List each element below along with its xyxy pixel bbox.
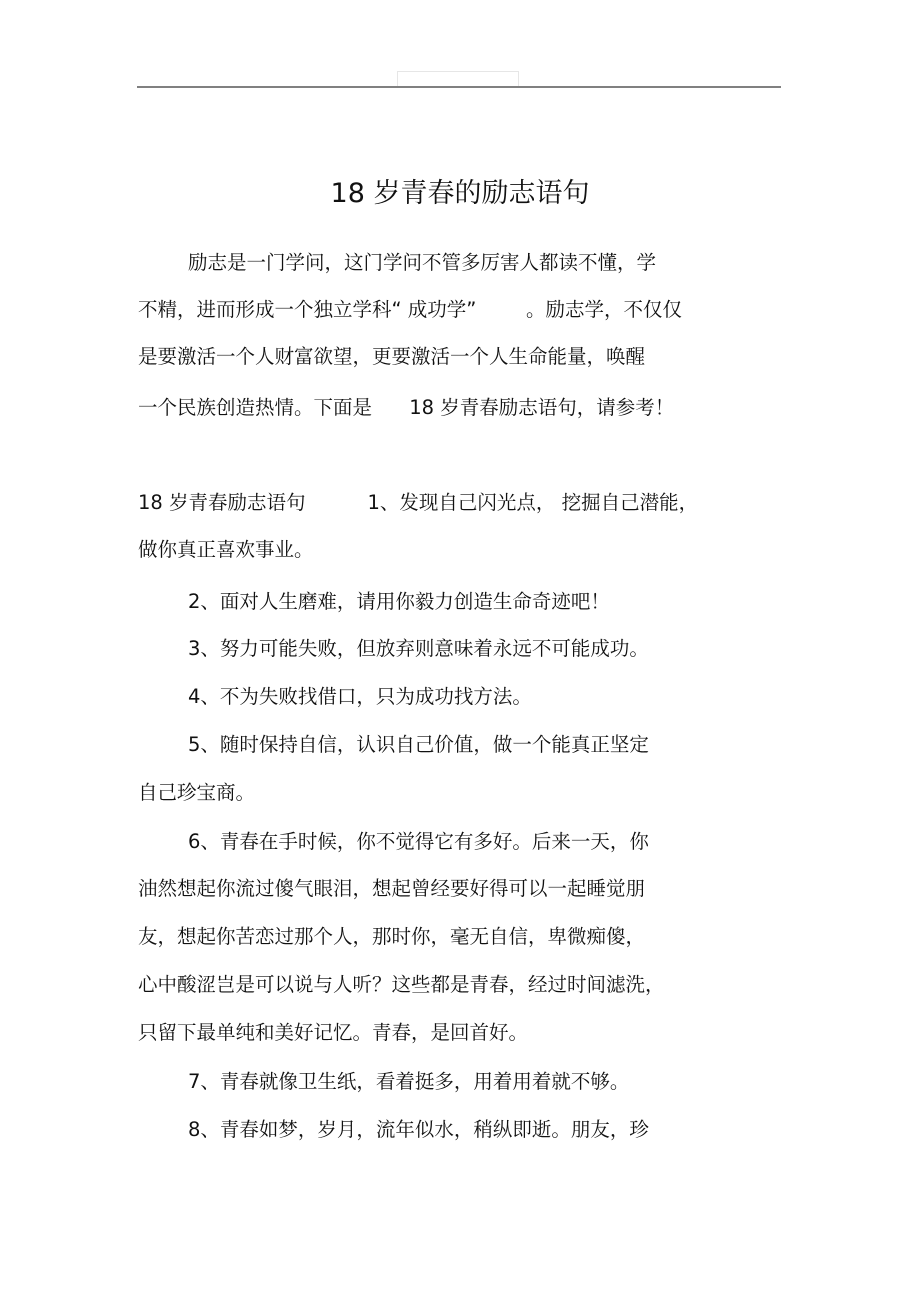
text-line: 3、努力可能失败，但放弃则意味着永远不可能成功。 — [188, 637, 649, 660]
page-title: 18 岁青春的励志语句 — [330, 178, 590, 209]
text-line: 油然想起你流过傻气眼泪，想起曾经要好得可以一起睡觉朋 — [138, 877, 646, 900]
header-rule — [137, 86, 781, 88]
text-line: 4、不为失败找借口，只为成功找方法。 — [188, 685, 532, 708]
text-line: 自己珍宝商。 — [138, 781, 256, 804]
text-line: 心中酸涩岂是可以说与人听？这些都是青春，经过时间滤洗， — [138, 973, 665, 996]
text-line: 励志是一门学问，这门学问不管多厉害人都读不懂，学 — [188, 251, 657, 274]
text-line: 18 岁青春励志语句 1、发现自己闪光点， 挖掘自己潜能， — [138, 491, 699, 514]
text-line: 一个民族创造热情。下面是 18 岁青春励志语句，请参考！ — [138, 396, 675, 419]
text-line: 8、青春如梦，岁月，流年似水，稍纵即逝。朋友，珍 — [188, 1118, 649, 1141]
text-line: 不精，进而形成一个独立学科“ 成功学” 。励志学，不仅仅 — [138, 298, 682, 321]
text-line: 是要激活一个人财富欲望，更要激活一个人生命能量，唤醒 — [138, 345, 646, 368]
text-line: 5、随时保持自信，认识自己价值，做一个能真正坚定 — [188, 733, 649, 756]
text-line: 友，想起你苦恋过那个人，那时你，毫无自信，卑微痴傻， — [138, 925, 646, 948]
text-line: 7、青春就像卫生纸，看着挺多，用着用着就不够。 — [188, 1070, 630, 1093]
text-line: 2、面对人生磨难，请用你毅力创造生命奇迹吧！ — [188, 590, 610, 613]
text-line: 做你真正喜欢事业。 — [138, 538, 314, 561]
text-line: 只留下最单纯和美好记忆。青春，是回首好。 — [138, 1021, 529, 1044]
text-line: 6、青春在手时候，你不觉得它有多好。后来一天，你 — [188, 830, 649, 853]
